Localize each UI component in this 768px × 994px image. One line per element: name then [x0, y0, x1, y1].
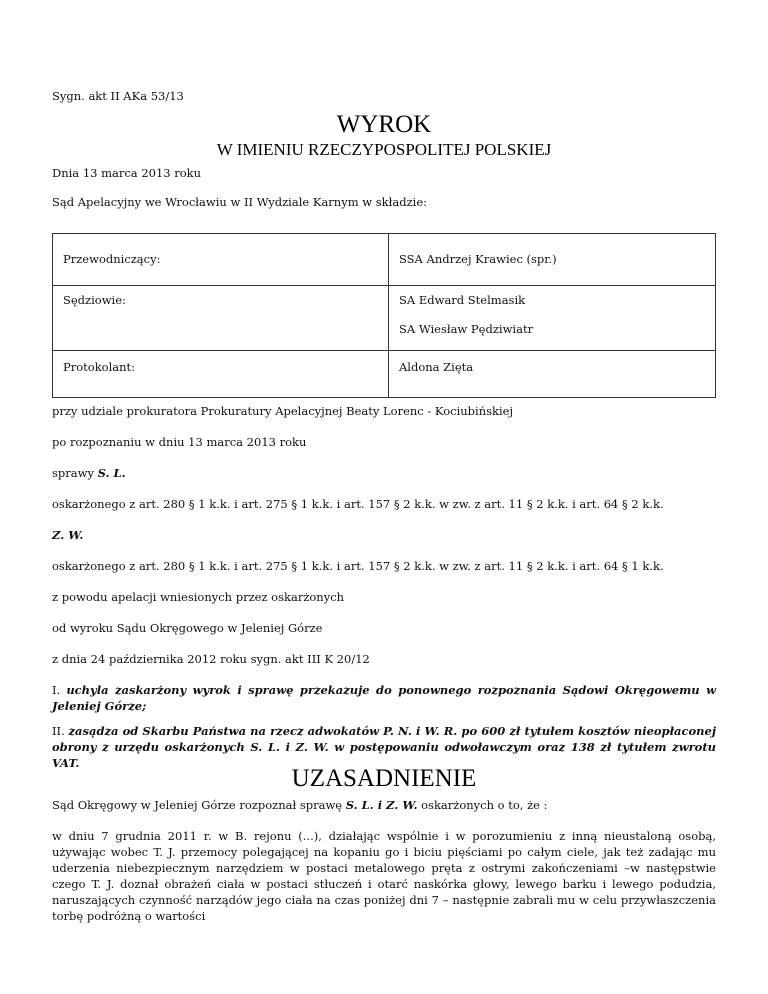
name-cell: [389, 351, 716, 398]
name-cell: [389, 234, 716, 286]
ruling-text: zasądza od Skarbu Państwa na rzecz adwokatów P. N. i W. R. po 600 zł tytułem kosztów nieopłaconej obrony z urzędu oskarżonych S. L. i Z. W. w postępowaniu odwoławczym oraz 138 zł tytułem zwrotu VAT.: [52, 724, 716, 770]
judge-name: SA Edward Stelmasik: [399, 293, 526, 307]
case-reference: Sygn. akt II AKa 53/13: [52, 89, 184, 103]
clerk-name: Aldona Zięta: [399, 360, 474, 374]
defendant-name: S. L.: [97, 466, 126, 480]
judge-name: SSA Andrzej Krawiec (spr.): [399, 252, 557, 266]
table-row: [53, 351, 716, 398]
ruling-number: I.: [52, 683, 67, 697]
judgment-court-line: od wyroku Sądu Okręgowego w Jeleniej Górze: [52, 621, 323, 635]
verdict-date: Dnia 13 marca 2013 roku: [52, 166, 202, 180]
judgment-date-line: z dnia 24 października 2012 roku sygn. akt III K 20/12: [52, 652, 370, 666]
justification-intro: [52, 797, 716, 813]
charge-line: oskarżonego z art. 280 § 1 k.k. i art. 275 § 1 k.k. i art. 157 § 2 k.k. w zw. z art. 11 § 2 k.k. i art. 64 § 1 k.k.: [52, 559, 664, 573]
role-label: Sędziowie:: [63, 293, 126, 307]
appeal-line: z powodu apelacji wniesionych przez oskarżonych: [52, 590, 345, 604]
ruling-point-1: [52, 682, 716, 714]
verdict-subtitle: W IMIENIU RZECZYPOSPOLITEJ POLSKIEJ: [216, 140, 552, 159]
facts-paragraph: w dniu 7 grudnia 2011 r. w B. rejonu (...), działając wspólnie i w porozumieniu z inną nieustaloną osobą, używając wobec T. J. przemocy polegającej na kopaniu go i biciu pięściami po całym ciele, jak też zadając mu uderzenia niebezpiecznym narzędziem w postaci metalowego pręta z ostrymi zakończeniami –w następstwie czego T. J. doznał obrażeń ciała w postaci stłuczeń i otarć naskórka głowy, lewego barku i lewego podudzia, naruszających czynność narządów jego ciała na czas poniżej dni 7 – następnie zabrali mu w celu przywłaszczenia torbę podróżną o wartości: [52, 829, 716, 923]
intro-suffix: oskarżonych o to, że :: [417, 798, 548, 812]
prosecutor-line: przy udziale prokuratora Prokuratury Apelacyjnej Beaty Lorenc - Kociubińskiej: [52, 404, 514, 418]
judge-name: SA Wiesław Pędziwiatr: [399, 322, 534, 336]
verdict-title: WYROK: [336, 111, 432, 138]
table-row: [53, 286, 716, 351]
charge-line: oskarżonego z art. 280 § 1 k.k. i art. 275 § 1 k.k. i art. 157 § 2 k.k. w zw. z art. 11 § 2 k.k. i art. 64 § 2 k.k.: [52, 497, 664, 511]
name-cell: [389, 286, 716, 351]
role-cell: [53, 234, 389, 286]
role-label: Protokolant:: [63, 360, 136, 374]
case-line: [52, 465, 716, 481]
defendant-name: Z. W.: [52, 528, 84, 542]
role-label: Przewodniczący:: [63, 252, 161, 266]
role-cell: [53, 286, 389, 351]
role-cell: [53, 351, 389, 398]
hearing-line: po rozpoznaniu w dniu 13 marca 2013 roku: [52, 435, 307, 449]
composition-table: [52, 233, 716, 398]
court-composition-intro: Sąd Apelacyjny we Wrocławiu w II Wydziale Karnym w składzie:: [52, 195, 427, 209]
defendants-names: S. L. i Z. W.: [345, 798, 418, 812]
intro-prefix: Sąd Okręgowy w Jeleniej Górze rozpoznał sprawę: [52, 798, 346, 812]
table-row: [53, 234, 716, 286]
case-prefix: sprawy: [52, 466, 98, 480]
justification-title: UZASADNIENIE: [291, 765, 477, 792]
ruling-text: uchyla zaskarżony wyrok i sprawę przekazuje do ponownego rozpoznania Sądowi Okręgowemu w Jeleniej Górze;: [52, 683, 717, 713]
ruling-number: II.: [52, 724, 69, 738]
